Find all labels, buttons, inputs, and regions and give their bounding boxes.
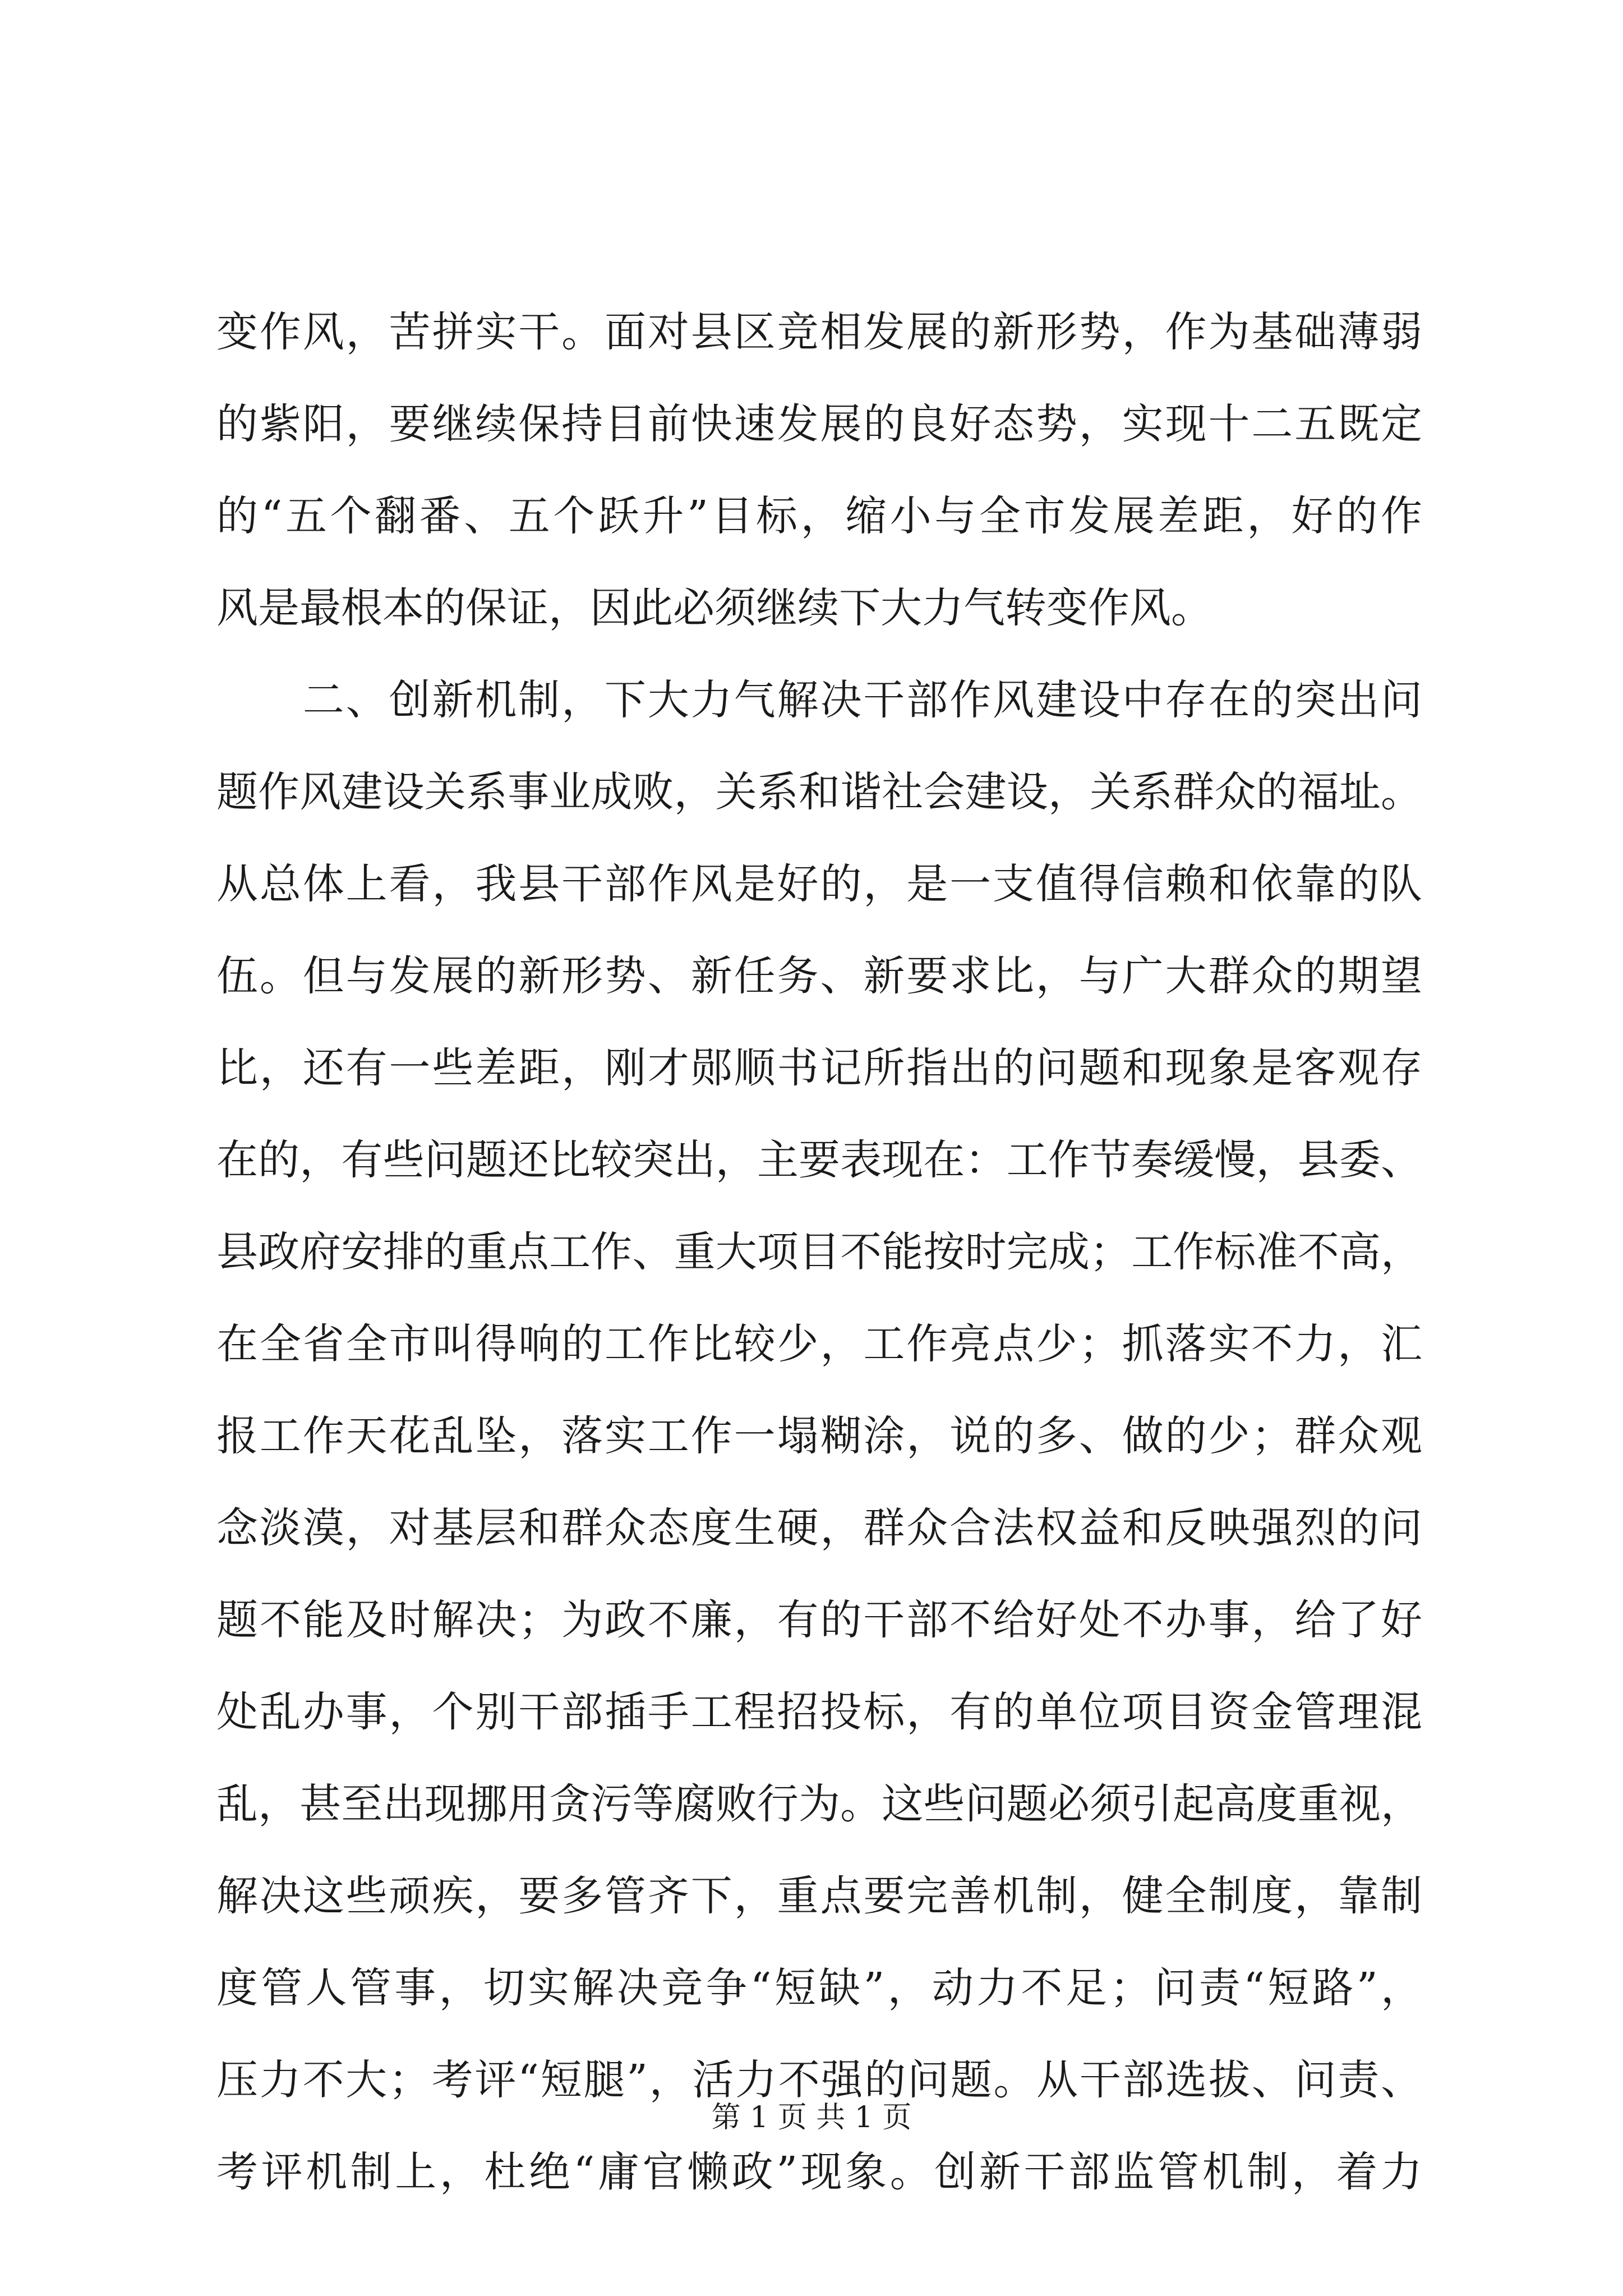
text-line: 县政府安排的重点工作、重大项目不能按时完成；工作标准不高， [216,1228,1422,1276]
text-line: 念淡漠，对基层和群众态度生硬，群众合法权益和反映强烈的问 [216,1504,1422,1552]
text-line: 乱，甚至出现挪用贪污等腐败行为。这些问题必须引起高度重视， [216,1780,1422,1828]
text-line: 的“五个翻番、五个跃升”目标，缩小与全市发展差距，好的作 [216,492,1422,540]
text-line: 题作风建设关系事业成败，关系和谐社会建设，关系群众的福址。 [216,768,1422,816]
text-line: 的紫阳，要继续保持目前快速发展的良好态势，实现十二五既定 [216,400,1422,448]
body-text [216,286,1422,2218]
page-number-label: 第 1 页 共 1 页 [711,2101,912,2134]
text-line: 风是最根本的保证，因此必须继续下大力气转变作风。 [216,584,1212,632]
text-line: 比，还有一些差距，刚才郧顺书记所指出的问题和现象是客观存 [216,1044,1422,1092]
text-line: 变作风，苦拼实干。面对县区竞相发展的新形势，作为基础薄弱 [216,308,1422,356]
text-line: 度管人管事，切实解决竞争“短缺”，动力不足；问责“短路”， [216,1964,1422,2012]
text-line: 报工作天花乱坠，落实工作一塌糊涂，说的多、做的少；群众观 [216,1412,1422,1460]
text-line: 在的，有些问题还比较突出，主要表现在：工作节奏缓慢，县委、 [216,1136,1422,1184]
text-line: 压力不大；考评“短腿”，活力不强的问题。从干部选拔、问责、 [216,2056,1422,2104]
text-line: 伍。但与发展的新形势、新任务、新要求比，与广大群众的期望 [216,952,1422,1000]
text-line: 在全省全市叫得响的工作比较少，工作亮点少；抓落实不力，汇 [216,1320,1422,1368]
text-line: 题不能及时解决；为政不廉，有的干部不给好处不办事，给了好 [216,1596,1422,1644]
text-line: 二、创新机制，下大力气解决干部作风建设中存在的突出问 [216,676,1422,724]
text-line: 解决这些顽疾，要多管齐下，重点要完善机制，健全制度，靠制 [216,1872,1422,1920]
text-line: 从总体上看，我县干部作风是好的，是一支值得信赖和依靠的队 [216,860,1422,908]
text-line: 考评机制上，杜绝“庸官懒政”现象。创新干部监管机制，着力 [216,2148,1422,2196]
page-footer [0,2098,1623,2137]
text-line: 处乱办事，个别干部插手工程招投标，有的单位项目资金管理混 [216,1688,1422,1736]
